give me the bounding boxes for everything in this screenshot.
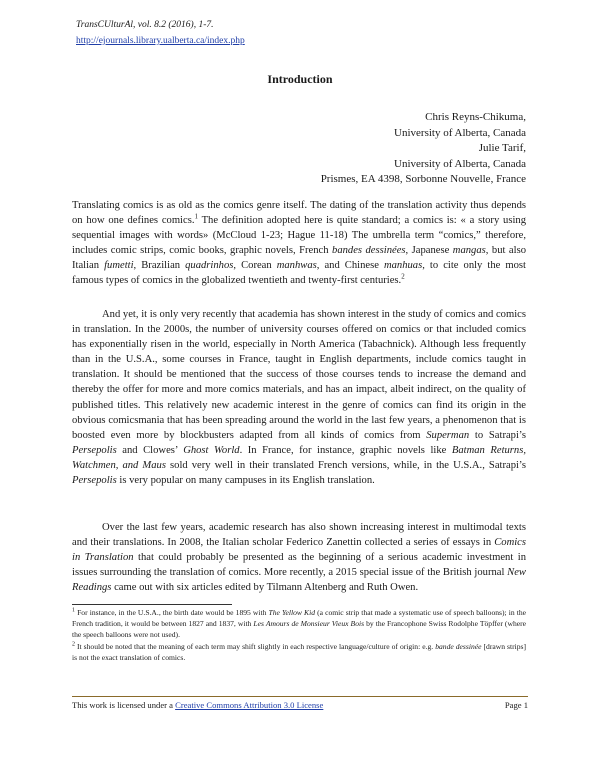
text-run: Over the last few years, academic research has also shown increasing interest in multimodal texts and their translations. In 2008, the Italian scholar Federico Zanettin collected a series of essays in bbox=[72, 522, 526, 549]
italic-term: manhuas bbox=[383, 260, 423, 272]
text-run: and Clowes’ bbox=[116, 444, 184, 456]
license-notice bbox=[72, 700, 323, 710]
journal-citation: TransCUlturAl, vol. 8.2 (2016), 1-7. bbox=[76, 20, 214, 30]
footnote-ref-1[interactable]: 1 bbox=[194, 212, 198, 221]
footnote-ref-2[interactable]: 2 bbox=[401, 272, 405, 281]
italic-title: Persepolis bbox=[72, 475, 117, 487]
affiliation-line: University of Alberta, Canada bbox=[394, 157, 526, 170]
italic-title: The Yellow Kid bbox=[268, 608, 316, 617]
footnote-1 bbox=[72, 608, 526, 640]
text-run: came out with six articles edited by Tilmann Altenberg and Ruth Owen. bbox=[111, 582, 419, 594]
text-run: sold very well in their translated French versions, while, in the U.S.A., Satrapi’s bbox=[165, 459, 526, 471]
italic-title: Persepolis bbox=[72, 444, 117, 456]
italic-title: Les Amours de Monsieur Vieux Bois bbox=[253, 618, 365, 628]
journal-url-link[interactable]: http://ejournals.library.ualberta.ca/index.php bbox=[76, 36, 245, 46]
text-run: [drawn strips] is not the exact translation of comics. bbox=[72, 642, 526, 662]
text-run: to Satrapi’s bbox=[469, 429, 526, 441]
italic-term: bande dessinée bbox=[435, 642, 482, 651]
italic-title: Comics in Translation bbox=[72, 537, 526, 564]
text-run: that could probably be presented as the beginning of a serious academic investment in issues surrounding the translation of comics. More recently, a 2015 special issue of the British journal bbox=[72, 552, 526, 579]
paragraph-3 bbox=[72, 520, 526, 595]
italic-term: manhwas bbox=[276, 260, 317, 272]
affiliation-line: University of Alberta, Canada bbox=[394, 126, 526, 139]
italic-title: Batman Returns, Watchmen, and Maus bbox=[72, 444, 526, 471]
text-run: It should be noted that the meaning of each term may shift slightly in each respective language/culture of origin: e.g. bbox=[75, 642, 436, 651]
italic-term: mangas bbox=[452, 245, 486, 257]
footnote-2 bbox=[72, 642, 526, 664]
text-run: , Japanese bbox=[405, 245, 453, 257]
italic-title: New Readings bbox=[72, 567, 526, 594]
text-run: Translating comics is as old as the comics genre itself. The dating of the translation activity thus depends on how one defines comics. bbox=[72, 200, 526, 227]
italic-term: fumetti bbox=[104, 260, 134, 272]
text-run: . In France, for instance, graphic novels like bbox=[239, 444, 452, 456]
italic-title: Superman bbox=[426, 429, 470, 441]
italic-term: bandes dessinées bbox=[332, 245, 406, 257]
text-run: , and Chinese bbox=[316, 260, 384, 272]
text-run: is very popular on many campuses in its English translation. bbox=[116, 475, 375, 487]
page-number: Page 1 bbox=[504, 700, 528, 710]
italic-title: Ghost World bbox=[183, 444, 240, 456]
text-run: , Brazilian bbox=[133, 260, 186, 272]
license-prefix: This work is licensed under a bbox=[72, 700, 176, 710]
footer-divider bbox=[72, 696, 528, 697]
text-run: , but also Italian bbox=[72, 245, 526, 272]
affiliation-line: Prismes, EA 4398, Sorbonne Nouvelle, France bbox=[320, 173, 526, 185]
paragraph-2 bbox=[72, 307, 526, 488]
author-line: Chris Reyns-Chikuma, bbox=[425, 111, 526, 123]
author-line: Julie Tarif, bbox=[478, 142, 526, 154]
author-block bbox=[321, 110, 526, 188]
text-run: The definition adopted here is quite standard; a comics is: « a story using sequential images with words» (McCloud 1-23; Hague 11-18) The umbrella term “comics,” therefore, includes comic strips, comic books, graphic novels, French bbox=[72, 215, 526, 257]
italic-term: quadrinhos bbox=[185, 260, 234, 272]
footnote-number: 2 bbox=[72, 641, 75, 648]
paragraph-1 bbox=[72, 198, 526, 289]
text-run: (a comic strip that made a systematic use of speech balloons); in the French tradition, it would be between 1827 and 1837, with bbox=[72, 608, 526, 628]
article-title: Introduction bbox=[267, 72, 333, 86]
text-run: , to cite only the most famous types of comics in the globalized twentieth and twenty-first centuries. bbox=[72, 260, 526, 287]
text-run: For instance, in the U.S.A., the birth date would be 1895 with bbox=[75, 608, 269, 617]
text-run: And yet, it is only very recently that academia has shown interest in the study of comics and comics in translation. In the 2000s, the number of university courses offered on comics or that included comics has exponentially risen in the world, especially in North America (Tabachnick). Although less frequently than in the U.S.A., some courses in France, taught in English departments, include comics taught in translation. It should be mentioned that the success of those courses tends to increase the demand and thereby the offer for more and more comics materials, and has an impact, albeit indirect, on the quality of published titles. This relatively new academic interest in the genre of comics can find its origin in the obvious comicsmania that has been spreading around the world in the last few years, a phenomenon that is boosted even more by blockbusters adapted from all kinds of comics from bbox=[72, 309, 526, 441]
footnote-number: 1 bbox=[72, 607, 75, 614]
footnote-divider bbox=[72, 604, 232, 605]
text-run: , Corean bbox=[233, 260, 277, 272]
license-link[interactable]: Creative Commons Attribution 3.0 License bbox=[175, 700, 324, 710]
text-run: by the Francophone Swiss Rodolphe Töpffer (where the speech balloons were not used). bbox=[72, 618, 527, 639]
